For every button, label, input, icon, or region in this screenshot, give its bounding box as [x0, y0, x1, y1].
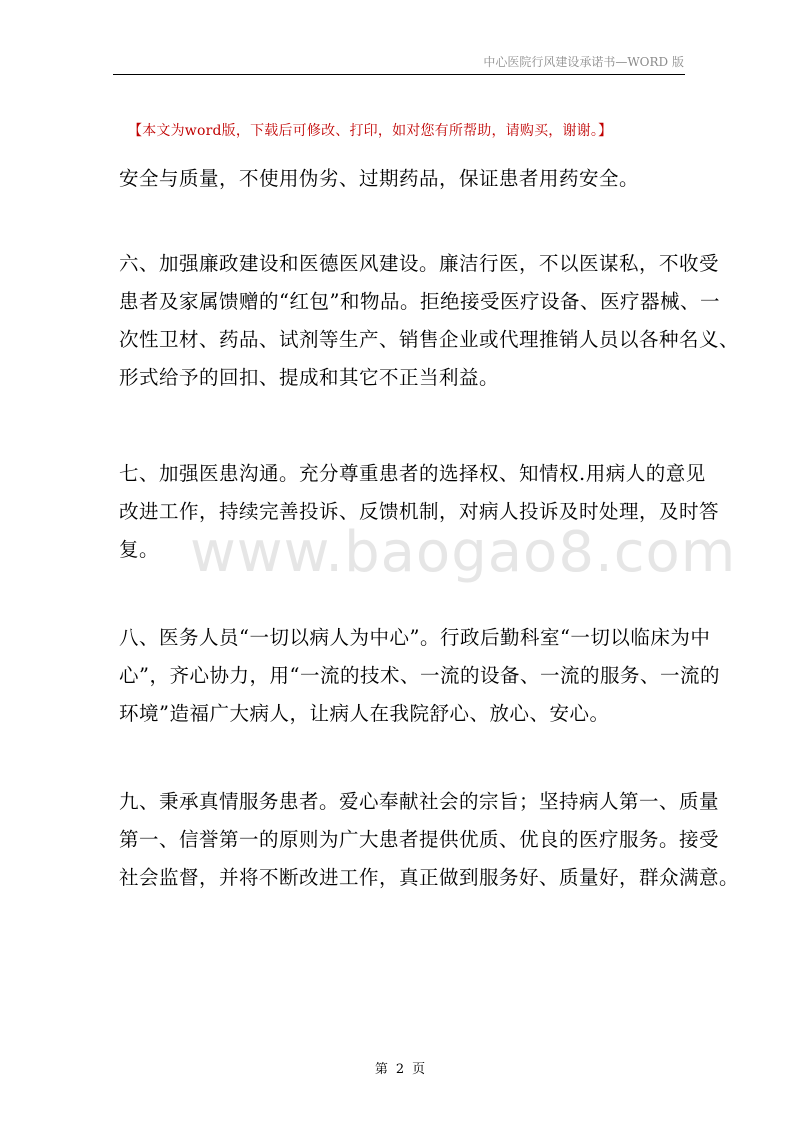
paragraph-line: 第一、信誉第一的原则为广大患者提供优质、优良的医疗服务。接受 — [119, 828, 720, 851]
paragraph-line: 复。 — [119, 538, 160, 561]
paragraph-line: 次性卫材、药品、试剂等生产、销售企业或代理推销人员以各种名义、 — [119, 328, 740, 351]
paragraph-item-6 — [119, 245, 740, 397]
page-number: 2 — [395, 1062, 405, 1077]
paragraph-line: 改进工作，持续完善投诉、反馈机制，对病人投诉及时处理，及时答 — [119, 500, 720, 523]
paragraph-item-7 — [119, 455, 720, 569]
paragraph-line: 社会监督，并将不断改进工作，真正做到服务好、质量好，群众满意。 — [119, 866, 740, 889]
paragraph-line: 形式给予的回扣、提成和其它不正当利益。 — [119, 366, 500, 389]
paragraph-line: 七、加强医患沟通。充分尊重患者的选择权、知情权.用病人的意见 — [119, 462, 706, 485]
header-rule — [113, 74, 685, 75]
paragraph-line: 九、秉承真情服务患者。爱心奉献社会的宗旨；坚持病人第一、质量 — [119, 790, 720, 813]
footer-suffix: 页 — [412, 1062, 426, 1077]
watermark: www.baogao8.com — [190, 520, 737, 585]
purchase-notice: 【本文为word版，下载后可修改、打印，如对您有所帮助，请购买，谢谢。】 — [128, 123, 613, 139]
paragraph-item-8 — [119, 619, 720, 733]
paragraph-line: 患者及家属馈赠的“红包”和物品。拒绝接受医疗设备、医疗器械、一 — [119, 290, 720, 313]
header-title: 中心医院行风建设承诺书—WORD 版 — [483, 55, 684, 69]
page-footer — [0, 1058, 800, 1077]
paragraph-continuation — [119, 160, 695, 198]
footer-prefix: 第 — [374, 1062, 388, 1077]
paragraph-line: 八、医务人员“一切以病人为中心”。行政后勤科室“一切以临床为中 — [119, 626, 711, 649]
paragraph-line: 安全与质量，不使用伪劣、过期药品，保证患者用药安全。 — [119, 167, 640, 190]
paragraph-line: 心”，齐心协力，用“一流的技术、一流的设备、一流的服务、一流的 — [119, 664, 720, 687]
paragraph-item-9 — [119, 783, 740, 897]
paragraph-line: 环境”造福广大病人，让病人在我院舒心、放心、安心。 — [119, 702, 610, 725]
paragraph-line: 六、加强廉政建设和医德医风建设。廉洁行医，不以医谋私，不收受 — [119, 252, 720, 275]
